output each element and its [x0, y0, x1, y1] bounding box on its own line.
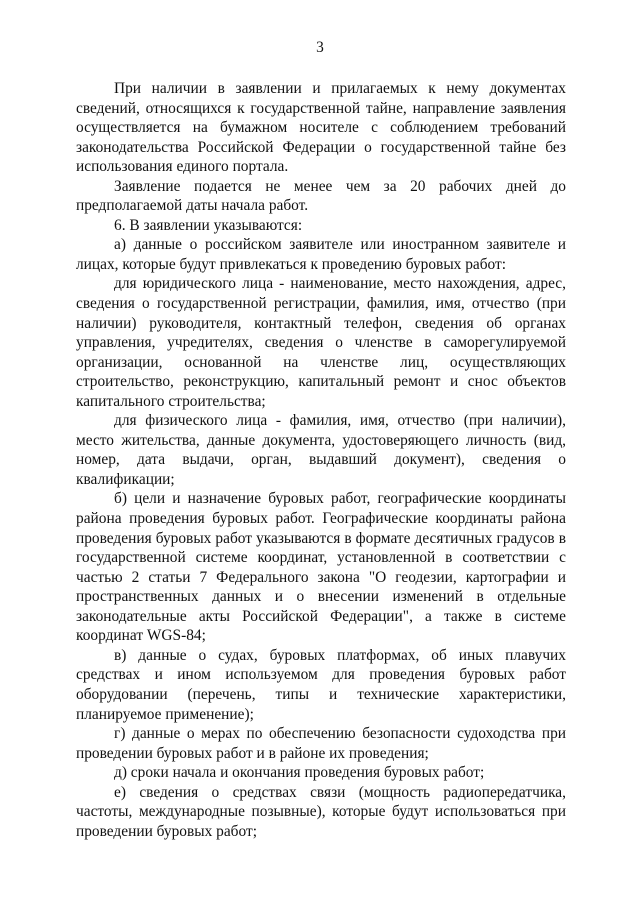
paragraph-item-v-vessels: в) данные о судах, буровых платформах, об иных плавучих средствах и ином используемом для проведения буровых работ оборудовании (перечень, типы и технические характеристики, планируемое применение);: [76, 646, 566, 723]
paragraph-individual: для физического лица - фамилия, имя, отчество (при наличии), место жительства, данные документа, удостоверяющего личность (вид, номер, дата выдачи, орган, выдавший документ), сведения о квалификации;: [76, 412, 566, 488]
paragraph-legal-entity: для юридического лица - наименование, место нахождения, адрес, сведения о государственной регистрации, фамилия, имя, отчество (при наличии) руководителя, контактный телефон, сведения об органах управления, учредителях, сведения о членстве в саморегулируемой организации, основанной на членстве лиц, осуществляющих строительство, реконструкцию, капитальный ремонт и снос объектов капитального строительства;: [76, 275, 566, 410]
page-number: 3: [316, 39, 324, 56]
document-body: [76, 79, 566, 841]
paragraph-item-d-dates: д) сроки начала и окончания проведения буровых работ;: [114, 764, 485, 782]
paragraph-item-e-communications: е) сведения о средствах связи (мощность радиопередатчика, частоты, международные позывные), которые будут использоваться при проведении буровых работ;: [76, 783, 566, 840]
paragraph-item-6-heading: 6. В заявлении указываются:: [114, 216, 303, 234]
paragraph-item-b-purpose-coordinates: б) цели и назначение буровых работ, географические координаты района проведения буровых работ. Географические координаты района проведения буровых работ указываются в формате десятичных градусов в государственной системе координат, установленной в соответствии с частью 2 статьи 7 Федерального закона "О геодезии, картографии и пространственных данных и о внесении изменений в отдельные законодательные акты Российской Федерации", а также в системе координат WGS-84;: [76, 490, 566, 645]
paragraph-submission-deadline: Заявление подается не менее чем за 20 рабочих дней до предполагаемой даты начала работ.: [76, 177, 566, 215]
paragraph-item-g-safety: г) данные о мерах по обеспечению безопасности судоходства при проведении буровых работ и в районе их проведения;: [76, 725, 566, 762]
paragraph-state-secret: При наличии в заявлении и прилагаемых к нему документах сведений, относящихся к государственной тайне, направление заявления осуществляется на бумажном носителе с соблюдением требований законодательства Российской Федерации о государственной тайне без использования единого портала.: [76, 80, 566, 176]
paragraph-item-a-applicant: а) данные о российском заявителе или иностранном заявителе и лицах, которые будут привлекаться к проведению буровых работ:: [76, 236, 566, 273]
